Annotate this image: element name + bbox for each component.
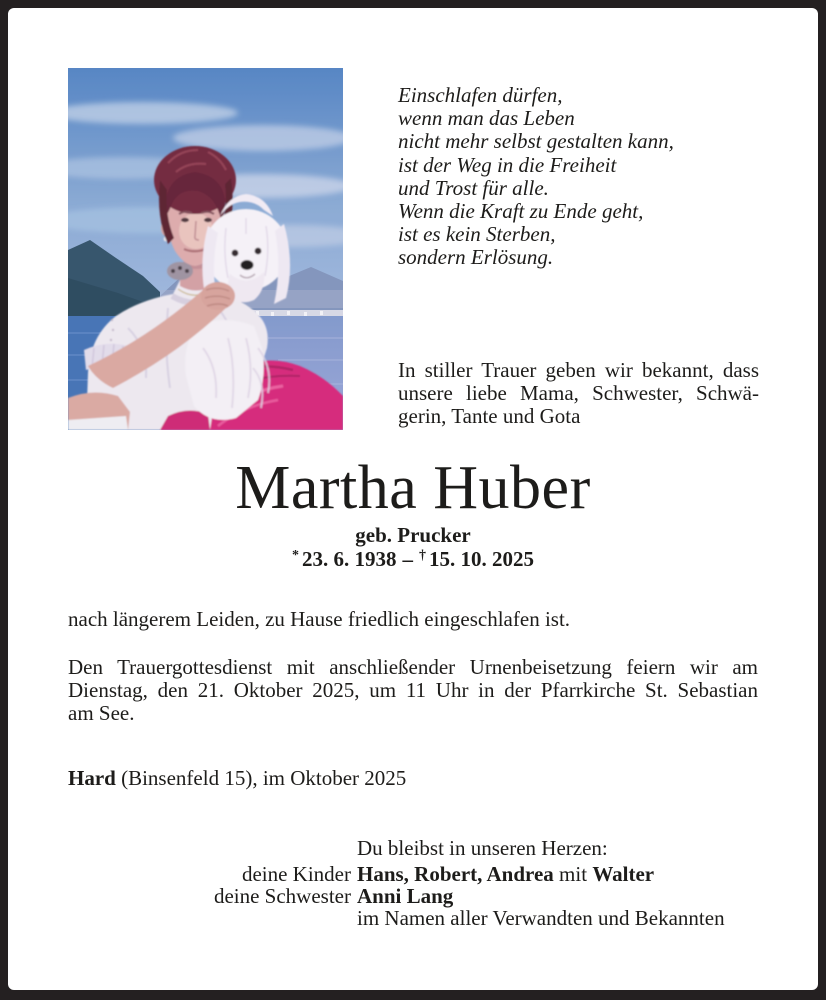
extra-name: Walter	[592, 862, 655, 886]
maiden-name: geb. Prucker	[355, 523, 471, 547]
announcement-text	[398, 359, 759, 429]
farewell-row-sister	[68, 885, 758, 907]
body-line: Dienstag, den 21. Oktober 2025, um 11 Uhr in der Pfarrkirche St. Sebastian	[68, 678, 758, 703]
relation-names	[357, 863, 654, 885]
birth-date: 23. 6. 1938	[302, 547, 397, 571]
relation-label: deine Kinder	[241, 862, 351, 886]
body-paragraph-2	[68, 656, 758, 726]
memorial-poem	[398, 84, 674, 270]
farewell-closing: im Namen aller Verwandten und Bekannten	[357, 906, 725, 930]
place-name: Hard	[68, 766, 116, 790]
poem-line: nicht mehr selbst gestalten kann,	[398, 129, 674, 154]
portrait-photo	[68, 68, 343, 430]
death-cross-symbol: †	[419, 548, 426, 563]
relation-label: deine Schwester	[213, 884, 351, 908]
farewell-heading: Du bleibst in unseren Herzen:	[357, 836, 608, 860]
poem-line: sondern Erlösung.	[398, 245, 554, 270]
body-paragraph-1: nach längerem Leiden, zu Hause friedlich eingeschlafen ist.	[68, 607, 571, 631]
poem-line: ist es kein Sterben,	[398, 222, 556, 247]
place-details: (Binsenfeld 15), im Oktober 2025	[115, 766, 407, 790]
names-connector: mit	[553, 862, 593, 886]
body-line: Den Trauergottesdienst mit anschließender Urnenbeisetzung feiern wir am	[68, 655, 758, 679]
poem-line: Einschlafen dürfen,	[398, 83, 563, 107]
sister-name: Anni Lang	[357, 884, 454, 908]
announcement-line: In stiller Trauer geben wir bekannt, dass	[398, 358, 759, 382]
deceased-name: Martha Huber	[235, 454, 591, 522]
place-line	[68, 766, 758, 791]
announcement-line: unsere liebe Mama, Schwester, Schwä-	[398, 381, 759, 406]
poem-line: ist der Weg in die Freiheit	[398, 152, 617, 177]
obituary-card	[8, 8, 818, 990]
announcement-line: gerin, Tante und Gota	[398, 404, 581, 429]
children-names: Hans, Robert, Andrea	[357, 862, 554, 886]
poem-line: wenn man das Leben	[398, 106, 575, 131]
portrait-photo-illustration	[68, 68, 343, 430]
poem-line: und Trost für alle.	[398, 175, 549, 200]
relation-names	[357, 885, 453, 907]
birth-star-symbol: *	[292, 548, 299, 563]
life-dates	[68, 547, 758, 572]
farewell-row-children	[68, 863, 758, 885]
death-date: 15. 10. 2025	[429, 547, 534, 571]
photo-cast	[68, 68, 343, 430]
body-line: am See.	[68, 701, 135, 726]
dates-separator: –	[402, 547, 413, 571]
poem-line: Wenn die Kraft zu Ende geht,	[398, 199, 644, 224]
